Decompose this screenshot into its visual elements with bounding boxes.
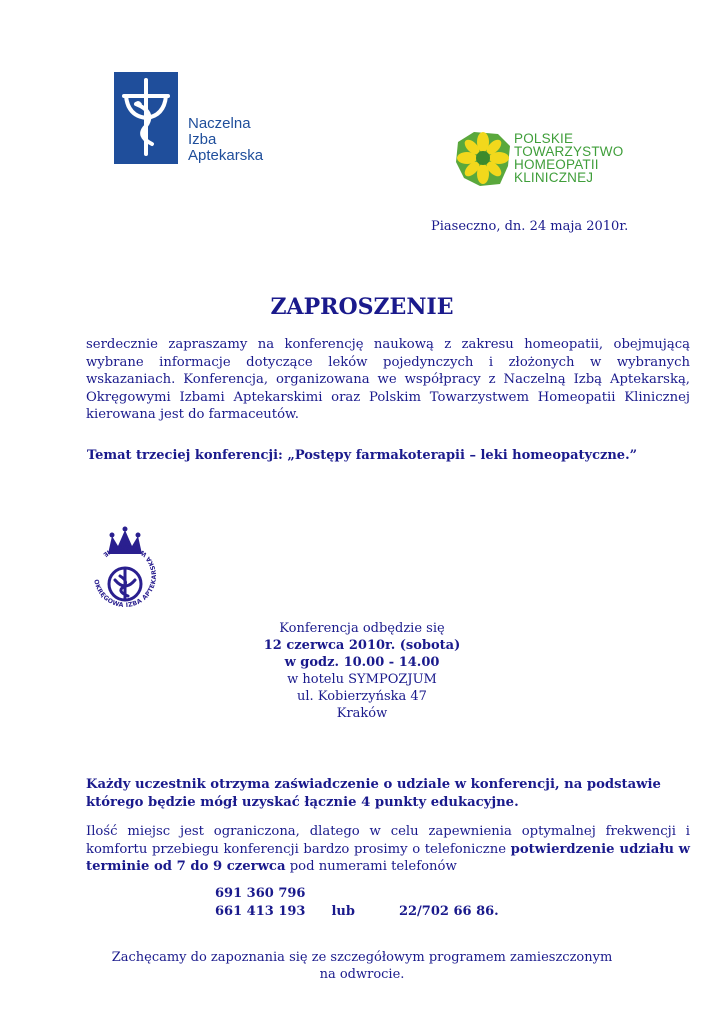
pharmacy-bowl-icon [114,72,178,164]
pthk-logo-line: POLSKIE [514,131,574,146]
intro-paragraph: serdecznie zapraszamy na konferencję naukową z zakresu homeopatii, obejmującą wybrane informacje dotyczące leków pojedynczych i złożonych w wybranych wskazaniach. Konferencja, organizowana we współpracy z Naczelną Izbą Aptekarską, Okręgowymi Izbami Aptekarskimi oraz Polskim Towarzystwem Homeopatii Klinicznej kierowana jest do farmaceutów. [86,337,690,422]
registration-paragraph [86,823,690,876]
flower-map-icon [452,128,514,190]
document-title: ZAPROSZENIE [270,294,454,320]
nia-logo-line: Aptekarska [188,147,264,164]
phone-or-word: lub [331,904,355,919]
registration-text-end: pod numerami telefonów [285,859,457,874]
registration-text: Ilość miejsc jest ograniczona, dlatego w celu zapewnienia optymalnej frekwencji i komfortu przebiegu konferencji bardzo prosimy o telefoniczne [86,824,690,857]
conference-topic: Temat trzeciej konferencji: „Postępy farmakoterapii – leki homeopatyczne.” [86,448,638,463]
pharmacy-bowl-icon [115,570,135,600]
event-venue: w hotelu SYMPOZJUM [287,672,437,687]
certificate-notice: Każdy uczestnik otrzyma zaświadczenie o udziale w konferencji, na podstawie którego będzie mógł uzyskać łącznie 4 punkty edukacyjne. [86,777,661,810]
date-line: Piaseczno, dn. 24 maja 2010r. [431,219,629,234]
confirmation-period-text: w terminie od 7 do 9 czerwca [86,841,690,874]
event-details [0,620,724,722]
phone-number: 22/702 66 86. [398,904,499,919]
pthk-logo-line: KLINICZNEJ [514,170,594,185]
phone-numbers [215,885,499,921]
nia-logo-line: Naczelna [188,115,251,132]
confirm-attendance-text: potwierdzenie udziału [510,841,675,857]
closing-line: na odwrocie. [319,967,405,982]
oia-krakow-logo [80,526,170,620]
event-date: 12 czerwca 2010r. (sobota) [263,638,461,653]
nia-logo-line: Izba [188,131,217,148]
event-city: Kraków [336,706,388,721]
phone-number: 691 360 796 [215,886,306,901]
pthk-logo-line: TOWARZYSTWO [514,144,624,159]
event-street: ul. Kobierzyńska 47 [297,689,427,704]
closing-note [0,949,724,983]
pthk-logo-line: HOMEOPATII [514,157,599,172]
event-time: w godz. 10.00 - 14.00 [284,655,440,670]
phone-number: 661 413 193 [215,904,306,919]
closing-line: Zachęcamy do zapoznania się ze szczegółowym programem zamieszczonym [111,950,613,965]
svg-text:OKRĘGOWA IZBA APTEKARSKA W KRA: OKRĘGOWA IZBA APTEKARSKA W KRAKOWIE [92,542,159,610]
nia-logo [114,72,274,166]
event-intro: Konferencja odbędzie się [279,621,445,636]
pthk-logo [452,128,642,194]
